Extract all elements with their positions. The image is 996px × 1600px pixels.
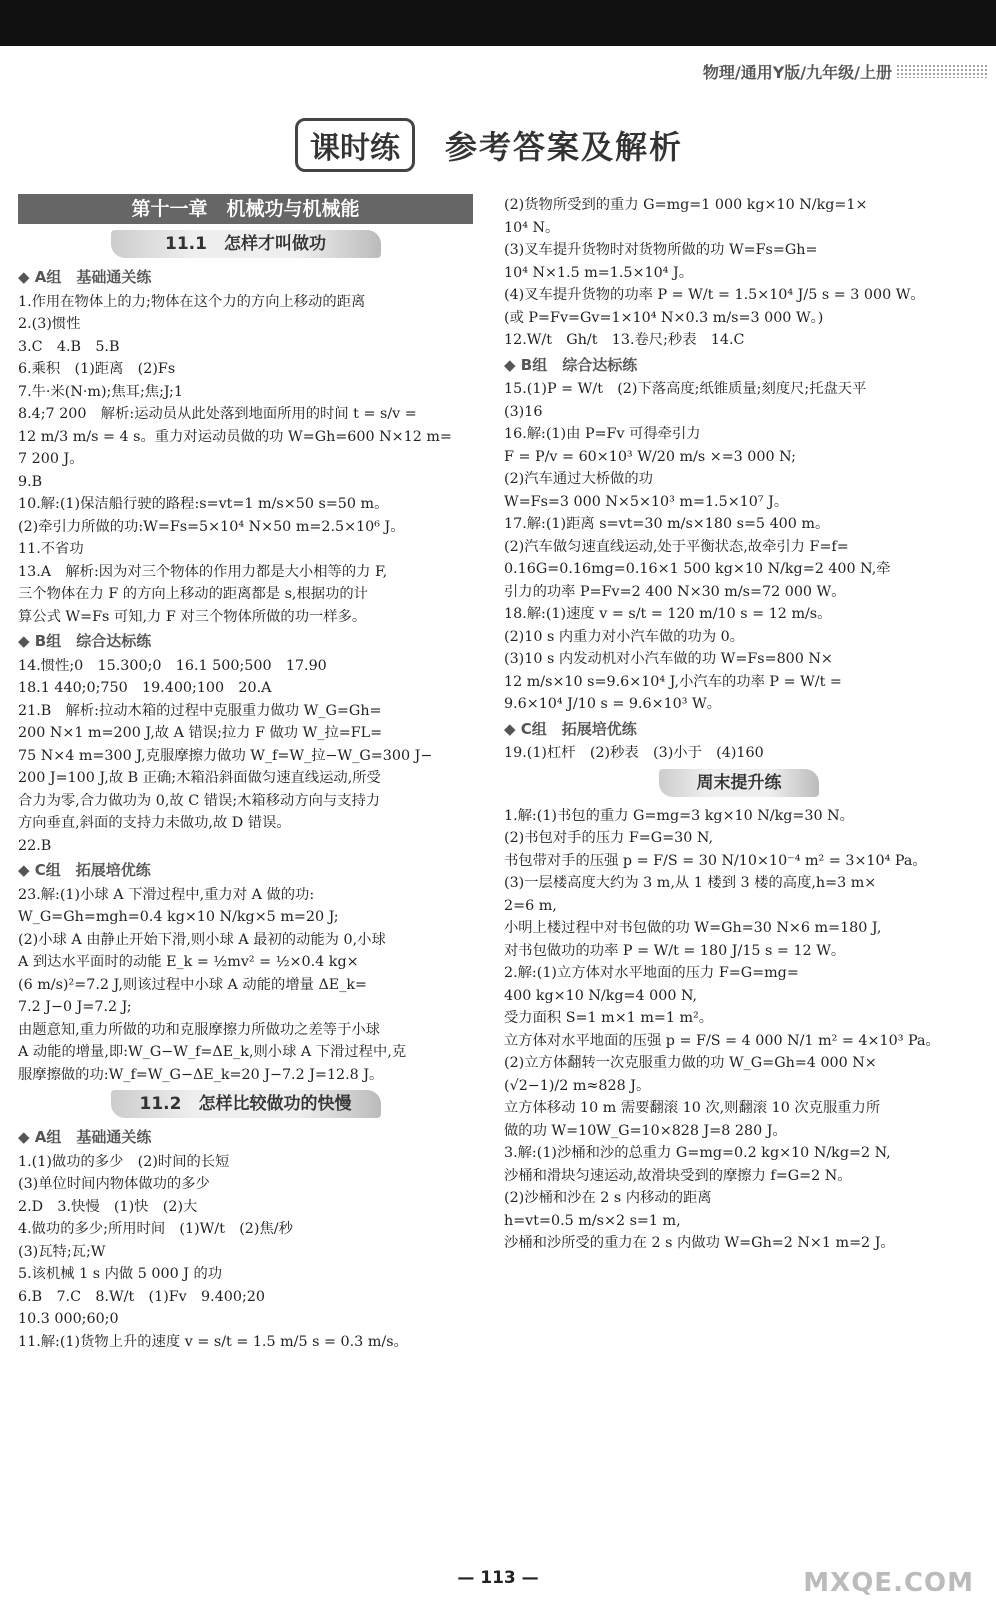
answer-line: 8.4;7 200 解析:运动员从此处落到地面所用的时间 t = s/v = — [18, 406, 417, 422]
answer-line: 14.惯性;0 15.300;0 16.1 500;500 17.90 — [18, 657, 327, 674]
answer-line: 400 kg×10 N/kg=4 000 N, — [504, 987, 698, 1004]
answer-line: 沙桶和沙所受的重力在 2 s 内做功 W=Gh=2 N×1 m=2 J。 — [504, 1235, 895, 1251]
answer-line: 10⁴ N×1.5 m=1.5×10⁴ J。 — [504, 264, 693, 281]
answer-line: 12 m/3 m/s = 4 s。重力对运动员做的功 W=Gh=600 N×12 m= — [18, 428, 452, 445]
answer-line: 方向垂直,斜面的支持力未做功,故 D 错误。 — [18, 815, 291, 831]
answer-line: 10.3 000;60;0 — [18, 1311, 119, 1327]
answer-line: 15.(1)P = W/t (2)下落高度;纸锥质量;刻度尺;托盘天平 — [504, 381, 867, 397]
answer-line: 1.作用在物体上的力;物体在这个力的方向上移动的距离 — [18, 293, 366, 310]
section-heading-11-2: 11.2 怎样比较做功的快慢 — [111, 1090, 381, 1118]
page-number: — 113 — — [457, 1568, 539, 1588]
answer-line: 立方体移动 10 m 需要翻滚 10 次,则翻滚 10 次克服重力所 — [504, 1100, 881, 1116]
answer-line: (2)汽车做匀速直线运动,处于平衡状态,故牵引力 F=f= — [504, 538, 849, 555]
answer-line: 2.(3)惯性 — [18, 316, 81, 332]
answer-line: 1.(1)做功的多少 (2)时间的长短 — [18, 1153, 230, 1170]
answer-line: 由题意知,重力所做的功和克服摩擦力所做功之差等于小球 — [18, 1021, 380, 1038]
answer-line: 75 N×4 m=300 J,克服摩擦力做功 W_f=W_拉−W_G=300 J− — [18, 747, 433, 764]
answer-line: (3)叉车提升货物时对货物所做的功 W=Fs=Gh= — [504, 242, 818, 258]
answer-line: 9.6×10⁴ J/10 s = 9.6×10³ W。 — [504, 696, 722, 712]
section-heading-11-1: 11.1 怎样才叫做功 — [111, 230, 381, 258]
chapter-heading: 第十一章 机械功与机械能 — [18, 194, 473, 224]
answer-line: (√2−1)/2 m≈828 J。 — [504, 1077, 651, 1094]
answer-line: 受力面积 S=1 m×1 m=1 m²。 — [504, 1010, 714, 1026]
answer-line: 2.解:(1)立方体对水平地面的压力 F=G=mg= — [504, 965, 799, 981]
answer-line: 对书包做功的功率 P = W/t = 180 J/15 s = 12 W。 — [504, 942, 846, 959]
answer-line: 10.解:(1)保洁船行驶的路程:s=vt=1 m/s×50 s=50 m。 — [18, 496, 389, 512]
answer-line: 17.解:(1)距离 s=vt=30 m/s×180 s=5 400 m。 — [504, 516, 830, 532]
answer-line: 沙桶和滑块匀速运动,故滑块受到的摩擦力 f=G=2 N。 — [504, 1167, 852, 1184]
answer-line: (2)牵引力所做的功:W=Fs=5×10⁴ N×50 m=2.5×10⁶ J。 — [18, 518, 405, 535]
answer-line: (2)货物所受到的重力 G=mg=1 000 kg×10 N/kg=1× — [504, 197, 868, 213]
group-heading: ◆ C组 拓展培优练 — [18, 861, 151, 879]
answer-line: (3)16 — [504, 403, 543, 420]
answer-line: 22.B — [18, 837, 52, 854]
answer-line: (2)书包对手的压力 F=G=30 N, — [504, 830, 714, 846]
title-box: 课时练 — [295, 118, 415, 172]
answer-line: 7.2 J−0 J=7.2 J; — [18, 999, 132, 1015]
answer-line: W=Fs=3 000 N×5×10³ m=1.5×10⁷ J。 — [504, 493, 789, 510]
answer-line: (2)小球 A 由静止开始下滑,则小球 A 最初的动能为 0,小球 — [18, 931, 386, 948]
answer-line: 合力为零,合力做功为 0,故 C 错误;木箱移动方向与支持力 — [18, 792, 381, 809]
answer-line: (2)汽车通过大桥做的功 — [504, 471, 653, 487]
group-heading: ◆ A组 基础通关练 — [18, 268, 152, 286]
answer-line: 算公式 W=Fs 可知,力 F 对三个物体所做的功一样多。 — [18, 608, 367, 625]
answer-line: 书包带对手的压强 p = F/S = 30 N/10×10⁻⁴ m² = 3×10⁴ Pa。 — [504, 852, 927, 869]
answer-line: 200 N×1 m=200 J,故 A 错误;拉力 F 做功 W_拉=FL= — [18, 725, 383, 741]
answer-line: A 到达水平面时的动能 E_k = ½mv² = ½×0.4 kg× — [18, 954, 359, 970]
top-bar — [0, 0, 996, 46]
answer-line: 16.解:(1)由 P=Fv 可得牵引力 — [504, 426, 701, 442]
answer-line: (或 P=Fv=Gv=1×10⁴ N×0.3 m/s=3 000 W。) — [504, 309, 824, 326]
answer-line: 4.做功的多少;所用时间 (1)W/t (2)焦/秒 — [18, 1221, 293, 1237]
answer-line: A 动能的增量,即:W_G−W_f=ΔE_k,则小球 A 下滑过程中,克 — [18, 1044, 407, 1060]
title-main: 参考答案及解析 — [445, 128, 684, 166]
answer-line: 21.B 解析:拉动木箱的过程中克服重力做功 W_G=Gh= — [18, 702, 382, 719]
answer-line: (3)单位时间内物体做功的多少 — [18, 1176, 210, 1192]
section-heading-weekend: 周末提升练 — [659, 769, 819, 797]
answer-line: (4)叉车提升货物的功率 P = W/t = 1.5×10⁴ J/5 s = 3 000 W。 — [504, 287, 925, 303]
answer-line: 18.1 440;0;750 19.400;100 20.A — [18, 680, 272, 696]
right-column — [504, 194, 974, 1255]
answer-line: 3.解:(1)沙桶和沙的总重力 G=mg=0.2 kg×10 N/kg=2 N, — [504, 1145, 891, 1161]
answer-line: 5.该机械 1 s 内做 5 000 J 的功 — [18, 1266, 223, 1282]
answer-line: 23.解:(1)小球 A 下滑过程中,重力对 A 做的功: — [18, 886, 315, 903]
subject-label: 物理/通用Y版/九年级/上册 — [702, 63, 892, 82]
answer-line: F = P/v = 60×10³ W/20 m/s ×=3 000 N; — [504, 448, 796, 465]
answer-line: 三个物体在力 F 的方向上移动的距离都是 s,根据功的计 — [18, 586, 368, 602]
page-title — [295, 118, 683, 172]
answer-line: 2.D 3.快慢 (1)快 (2)大 — [18, 1198, 198, 1215]
answer-line: 11.解:(1)货物上升的速度 v = s/t = 1.5 m/5 s = 0.3 m/s。 — [18, 1333, 408, 1350]
answer-line: 11.不省功 — [18, 541, 84, 557]
answer-line: 9.B — [18, 473, 43, 490]
answer-line: (3)10 s 内发动机对小汽车做的功 W=Fs=800 N× — [504, 651, 833, 667]
answer-line: 7.牛·米(N·m);焦耳;焦;J;1 — [18, 383, 183, 400]
answer-line: 12 m/s×10 s=9.6×10⁴ J,小汽车的功率 P = W/t = — [504, 673, 842, 690]
answer-line: (2)沙桶和沙在 2 s 内移动的距离 — [504, 1190, 712, 1206]
answer-line: 7 200 J。 — [18, 451, 84, 467]
answer-line: (3)瓦特;瓦;W — [18, 1243, 106, 1260]
answer-line: 服摩擦做的功:W_f=W_G−ΔE_k=20 J−7.2 J=12.8 J。 — [18, 1066, 384, 1083]
answer-line: 12.W/t Gh/t 13.卷尺;秒表 14.C — [504, 332, 745, 348]
answer-line: 1.解:(1)书包的重力 G=mg=3 kg×10 N/kg=30 N。 — [504, 807, 854, 824]
answer-line: 18.解:(1)速度 v = s/t = 120 m/10 s = 12 m/s。 — [504, 606, 832, 622]
group-heading: ◆ B组 综合达标练 — [504, 355, 638, 374]
answer-line: 引力的功率 P=Fv=2 400 N×30 m/s=72 000 W。 — [504, 583, 846, 600]
answer-line: (2)立方体翻转一次克服重力做的功 W_G=Gh=4 000 N× — [504, 1055, 877, 1071]
answer-line: 做的功 W=10W_G=10×828 J=8 280 J。 — [504, 1122, 787, 1139]
left-column — [18, 194, 473, 1353]
answer-line: 200 J=100 J,故 B 正确;木箱沿斜面做匀速直线运动,所受 — [18, 770, 381, 786]
answer-line: W_G=Gh=mgh=0.4 kg×10 N/kg×5 m=20 J; — [18, 909, 339, 925]
answer-line: 19.(1)杠杆 (2)秒表 (3)小于 (4)160 — [504, 745, 764, 761]
answer-line: h=vt=0.5 m/s×2 s=1 m, — [504, 1212, 681, 1229]
answer-line: (6 m/s)²=7.2 J,则该过程中小球 A 动能的增量 ΔE_k= — [18, 976, 368, 993]
watermark: MXQE.COM — [803, 1568, 974, 1598]
answer-line: 立方体对水平地面的压强 p = F/S = 4 000 N/1 m² = 4×10³ Pa。 — [504, 1032, 940, 1049]
answer-line: (3)一层楼高度大约为 3 m,从 1 楼到 3 楼的高度,h=3 m× — [504, 875, 877, 891]
dot-pattern — [896, 64, 988, 78]
answer-line: 0.16G=0.16mg=0.16×1 500 kg×10 N/kg=2 400 N,牵 — [504, 561, 891, 577]
answer-line: (2)10 s 内重力对小汽车做的功为 0。 — [504, 628, 745, 645]
answer-line: 3.C 4.B 5.B — [18, 338, 120, 355]
answer-line: 10⁴ N。 — [504, 219, 560, 236]
group-heading: ◆ B组 综合达标练 — [18, 632, 152, 650]
answer-line: 6.乘积 (1)距离 (2)Fs — [18, 361, 176, 377]
answer-line: 小明上楼过程中对书包做的功 W=Gh=30 N×6 m=180 J, — [504, 920, 882, 936]
answer-line: 2=6 m, — [504, 897, 557, 914]
answer-line: 6.B 7.C 8.W/t (1)Fv 9.400;20 — [18, 1288, 265, 1305]
group-heading: ◆ C组 拓展培优练 — [504, 719, 637, 738]
group-heading: ◆ A组 基础通关练 — [18, 1128, 152, 1146]
answer-line: 13.A 解析:因为对三个物体的作用力都是大小相等的力 F, — [18, 563, 388, 580]
